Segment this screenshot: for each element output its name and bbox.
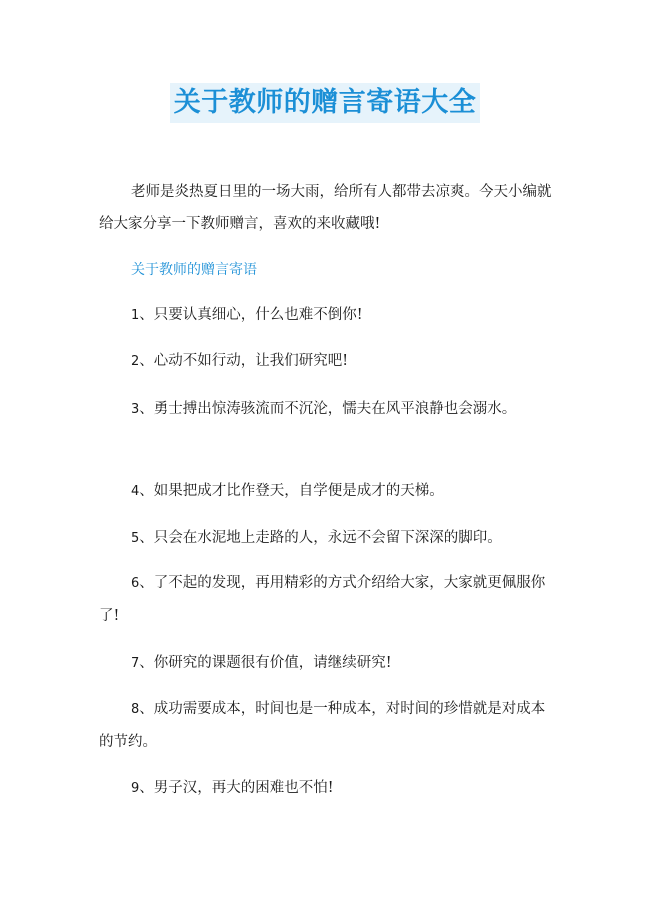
list-item (99, 345, 554, 378)
list-item (99, 567, 554, 632)
item-number: 5 (131, 531, 140, 546)
item-text: 、成功需要成本，时间也是一种成本，对时间的珍惜就是对成本的节约。 (99, 701, 546, 750)
title-container (0, 83, 650, 123)
item-text: 、心动不如行动，让我们研究吧! (139, 353, 349, 369)
item-number: 7 (131, 656, 140, 671)
item-text: 、如果把成才比作登天，自学便是成才的天梯。 (139, 483, 444, 499)
list-item (99, 647, 554, 680)
item-text: 、了不起的发现，再用精彩的方式介绍给大家，大家就更佩服你了! (99, 575, 546, 624)
list-item (99, 393, 569, 426)
item-number: 1 (131, 308, 140, 323)
section-heading: 关于教师的赠言寄语 (131, 262, 257, 278)
list-item (99, 693, 554, 758)
item-number: 6 (131, 576, 140, 591)
item-text: 、只要认真细心，什么也难不倒你! (139, 307, 363, 323)
item-text: 、勇士搏出惊涛骇流而不沉沦，懦夫在风平浪静也会溺水。 (139, 401, 517, 417)
item-text: 、只会在水泥地上走路的人，永远不会留下深深的脚印。 (139, 530, 502, 546)
page-title: 关于教师的赠言寄语大全 (170, 83, 481, 123)
list-item (99, 772, 554, 805)
item-number: 9 (131, 781, 140, 796)
item-text: 、你研究的课题很有价值，请继续研究! (139, 655, 392, 671)
item-text: 、男子汉，再大的困难也不怕! (139, 780, 334, 796)
list-item (99, 522, 554, 555)
item-number: 4 (131, 484, 140, 499)
list-item (99, 475, 554, 508)
item-number: 2 (131, 354, 140, 369)
intro-paragraph: 老师是炎热夏日里的一场大雨，给所有人都带去凉爽。今天小编就给大家分享一下教师赠言，喜欢的来收藏哦! (99, 184, 552, 232)
list-item (99, 299, 554, 332)
item-number: 3 (131, 402, 140, 417)
item-number: 8 (131, 702, 140, 717)
